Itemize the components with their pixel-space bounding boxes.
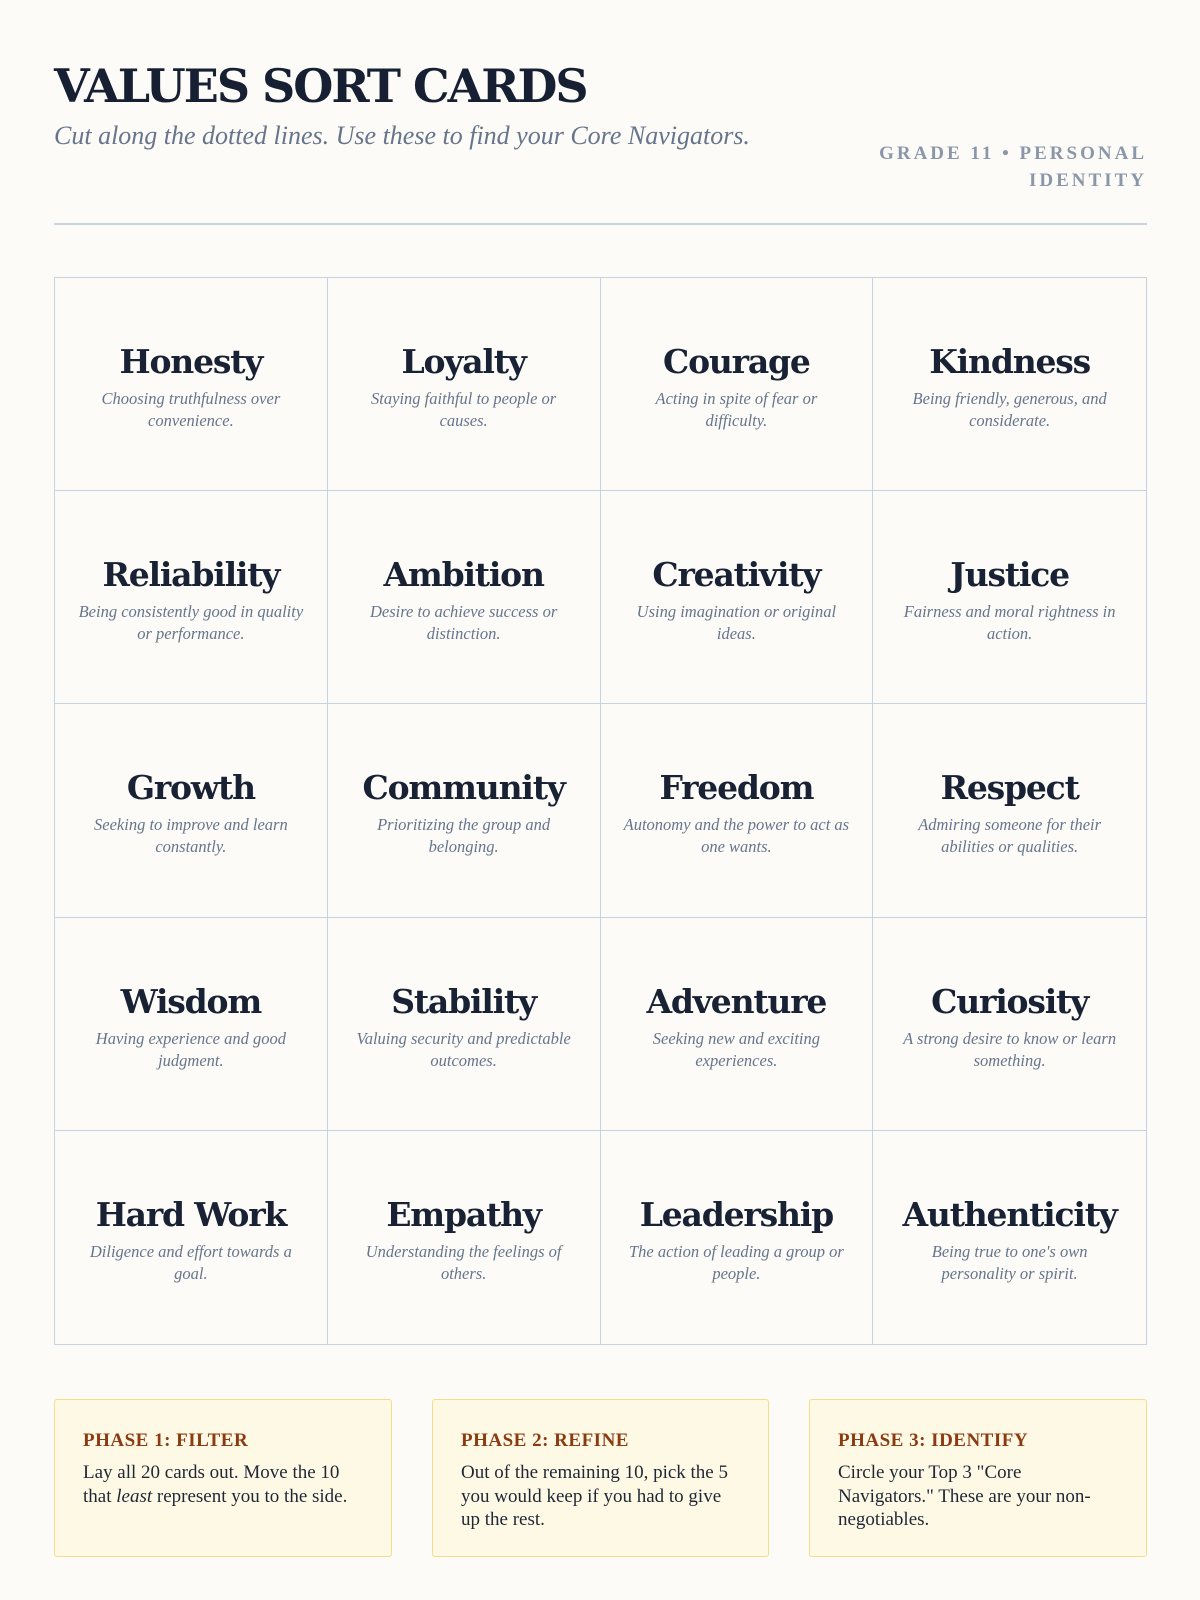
- card-description: Valuing security and predictable outcomes.: [356, 1028, 571, 1070]
- card-description: Fairness and moral rightness in action.: [903, 602, 1116, 644]
- grade-label: [847, 140, 1147, 194]
- card-name: Curiosity: [931, 981, 1089, 1021]
- card-description: Being true to one's own personality or spirit.: [931, 1242, 1088, 1284]
- value-card: [55, 1131, 328, 1344]
- card-name: Hard Work: [95, 1195, 287, 1235]
- card-description: Seeking new and exciting experiences.: [652, 1028, 820, 1070]
- value-card: [601, 1131, 874, 1344]
- value-card: [328, 704, 601, 917]
- grade-line-2: IDENTITY: [1029, 170, 1147, 191]
- card-description: Having experience and good judgment.: [95, 1028, 286, 1070]
- card-name: Freedom: [659, 768, 814, 808]
- card-name: Ambition: [383, 555, 544, 595]
- card-description: Prioritizing the group and belonging.: [377, 815, 551, 857]
- phase-3-title: PHASE 3: IDENTIFY: [838, 1430, 1029, 1451]
- value-card: [601, 704, 874, 917]
- card-description: A strong desire to know or learn something.: [903, 1028, 1117, 1070]
- card-description: Autonomy and the power to act as one wants.: [623, 815, 850, 857]
- card-name: Leadership: [639, 1195, 833, 1235]
- phase-3-text: Circle your Top 3 "Core Navigators." These are your non-negotiables.: [838, 1462, 1091, 1530]
- card-description: The action of leading a group or people.: [628, 1242, 844, 1284]
- value-card: [55, 918, 328, 1131]
- card-description: Using imagination or original ideas.: [636, 602, 837, 644]
- value-card: [873, 918, 1146, 1131]
- card-name: Stability: [391, 981, 536, 1021]
- card-description: Choosing truthfulness over convenience.: [101, 389, 281, 431]
- value-card: [328, 1131, 601, 1344]
- card-name: Honesty: [119, 342, 263, 382]
- phase-1-title: PHASE 1: FILTER: [83, 1430, 249, 1451]
- card-name: Adventure: [646, 981, 827, 1021]
- phase-1-text-end: represent you to the side.: [152, 1485, 348, 1507]
- values-card-grid: [54, 277, 1147, 1345]
- card-name: Respect: [940, 768, 1079, 808]
- value-card: [873, 704, 1146, 917]
- value-card: [601, 491, 874, 704]
- card-name: Reliability: [102, 555, 280, 595]
- phase-2-text: Out of the remaining 10, pick the 5 you would keep if you had to give up the rest.: [461, 1462, 728, 1530]
- value-card: [55, 491, 328, 704]
- value-card: [601, 278, 874, 491]
- phase-2-title: PHASE 2: REFINE: [461, 1430, 629, 1451]
- card-description: Understanding the feelings of others.: [365, 1242, 562, 1284]
- phase-1-box: [54, 1399, 392, 1557]
- card-name: Growth: [126, 768, 255, 808]
- grade-line-1: GRADE 11 • PERSONAL: [879, 143, 1147, 164]
- value-card: [55, 278, 328, 491]
- card-name: Creativity: [652, 555, 821, 595]
- card-name: Kindness: [929, 342, 1091, 382]
- card-name: Wisdom: [120, 981, 262, 1021]
- phase-1-text-emphasis: least: [116, 1485, 153, 1507]
- card-name: Authenticity: [902, 1195, 1117, 1235]
- card-description: Diligence and effort towards a goal.: [89, 1242, 292, 1284]
- page-title: VALUES SORT CARDS: [54, 59, 587, 113]
- card-description: Staying faithful to people or causes.: [371, 389, 557, 431]
- phase-3-box: [809, 1399, 1147, 1557]
- value-card: [873, 278, 1146, 491]
- value-card: [873, 491, 1146, 704]
- card-description: Being friendly, generous, and considerate.: [912, 389, 1107, 431]
- value-card: [328, 918, 601, 1131]
- value-card: [55, 704, 328, 917]
- phase-1-text-start: Lay all 20 cards out. Move the 10 that: [83, 1462, 340, 1507]
- phase-instructions: [54, 1399, 1147, 1557]
- value-card: [873, 1131, 1146, 1344]
- card-name: Empathy: [386, 1195, 541, 1235]
- phase-1-text: [83, 1461, 365, 1508]
- card-description: Admiring someone for their abilities or qualities.: [918, 815, 1102, 857]
- card-name: Justice: [950, 555, 1069, 595]
- card-description: Being consistently good in quality or performance.: [78, 602, 304, 644]
- card-name: Loyalty: [401, 342, 526, 382]
- page-header: [54, 58, 1147, 225]
- value-card: [601, 918, 874, 1131]
- value-card: [328, 278, 601, 491]
- card-description: Seeking to improve and learn constantly.: [94, 815, 288, 857]
- card-name: Courage: [663, 342, 810, 382]
- card-description: Desire to achieve success or distinction.: [370, 602, 558, 644]
- instructions-subtitle: Cut along the dotted lines. Use these to find your Core Navigators.: [54, 121, 750, 150]
- card-name: Community: [362, 768, 565, 808]
- card-description: Acting in spite of fear or difficulty.: [655, 389, 818, 431]
- value-card: [328, 491, 601, 704]
- phase-2-box: [432, 1399, 769, 1557]
